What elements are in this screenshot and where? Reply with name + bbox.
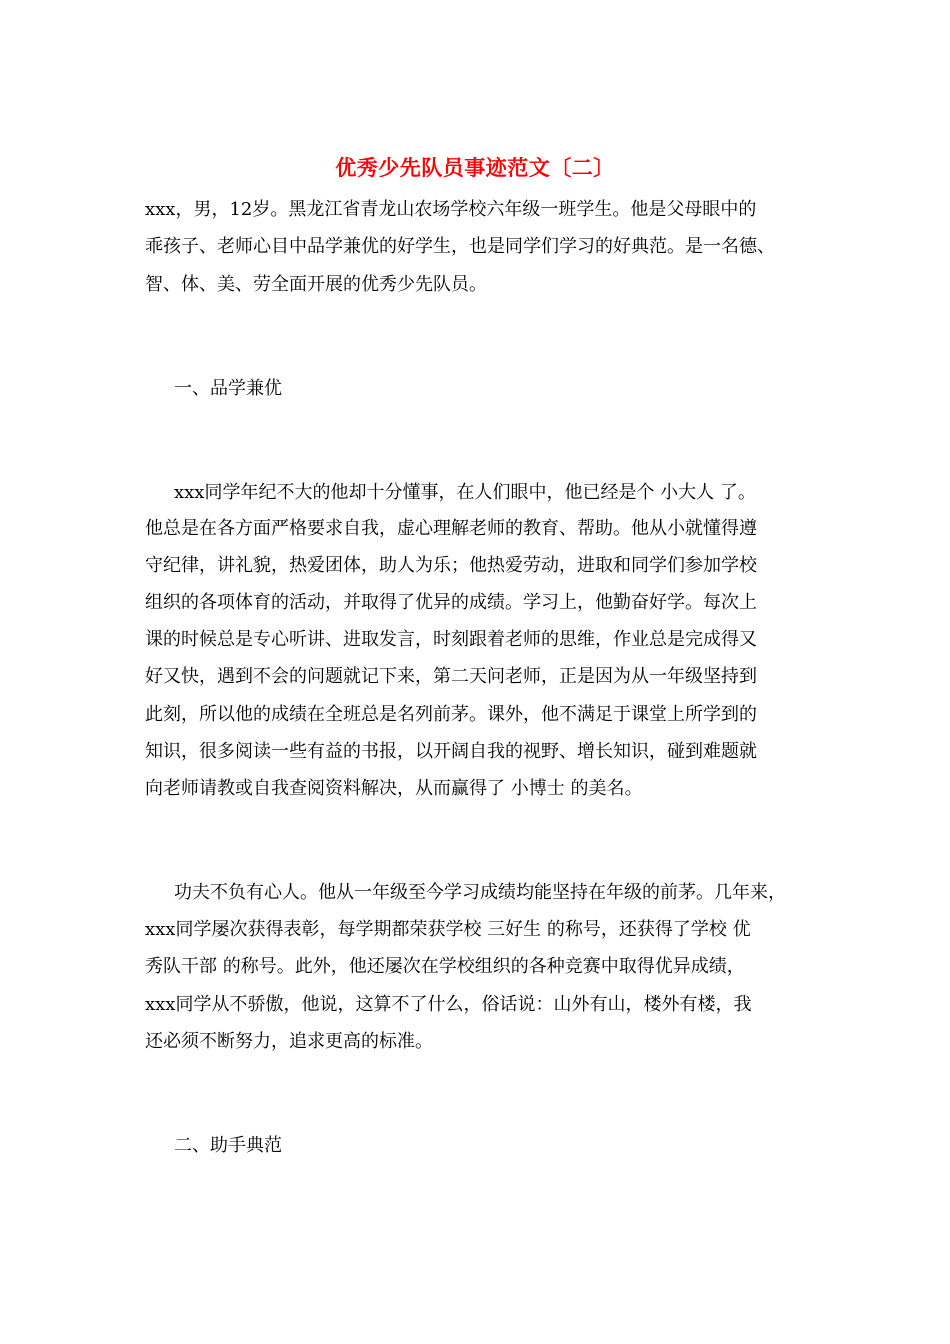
paragraph-line: 课的时候总是专心听讲、进取发言，时刻跟着老师的思维，作业总是完成得又 — [145, 629, 757, 650]
paragraph-line: 好又快，遇到不会的问题就记下来，第二天问老师，正是因为从一年级坚持到 — [145, 666, 757, 687]
paragraph-line: 他总是在各方面严格要求自我，虚心理解老师的教育、帮助。他从小就懂得遵 — [145, 518, 757, 539]
paragraph-line: 功夫不负有心人。他从一年级至今学习成绩均能坚持在年级的前茅。几年来， — [174, 882, 786, 903]
document-title: 优秀少先队员事迹范文〔二〕 — [335, 155, 615, 180]
paragraph-line: 还必须不断努力，追求更高的标准。 — [145, 1031, 433, 1052]
section-heading-2: 二、助手典范 — [174, 1135, 282, 1156]
intro-line: xxx，男，12岁。黑龙江省青龙山农场学校六年级一班学生。他是父母眼中的 — [145, 199, 757, 220]
paragraph-line: 守纪律，讲礼貌，热爱团体，助人为乐；他热爱劳动，进取和同学们参加学校 — [145, 555, 757, 576]
paragraph-line: xxx同学年纪不大的他却十分懂事，在人们眼中，他已经是个 小大人 了。 — [174, 482, 756, 503]
paragraph-line: xxx同学屡次获得表彰，每学期都荣获学校 三好生 的称号，还获得了学校 优 — [145, 919, 751, 940]
section-heading-1: 一、品学兼优 — [174, 378, 282, 399]
paragraph-line: 知识，很多阅读一些有益的书报，以开阔自我的视野、增长知识，碰到难题就 — [145, 741, 757, 762]
paragraph-line: 秀队干部 的称号。此外，他还屡次在学校组织的各种竞赛中取得优异成绩， — [145, 956, 745, 977]
paragraph-line: xxx同学从不骄傲，他说，这算不了什么，俗话说：山外有山，楼外有楼，我 — [145, 994, 752, 1015]
intro-line: 智、体、美、劳全面开展的优秀少先队员。 — [145, 274, 487, 295]
paragraph-line: 向老师请教或自我查阅资料解决，从而赢得了 小博士 的美名。 — [145, 778, 643, 799]
paragraph-line: 组织的各项体育的活动，并取得了优异的成绩。学习上，他勤奋好学。每次上 — [145, 592, 757, 613]
intro-line: 乖孩子、老师心目中品学兼优的好学生，也是同学们学习的好典范。是一名德、 — [145, 236, 775, 257]
paragraph-line: 此刻，所以他的成绩在全班总是名列前茅。课外，他不满足于课堂上所学到的 — [145, 704, 757, 725]
